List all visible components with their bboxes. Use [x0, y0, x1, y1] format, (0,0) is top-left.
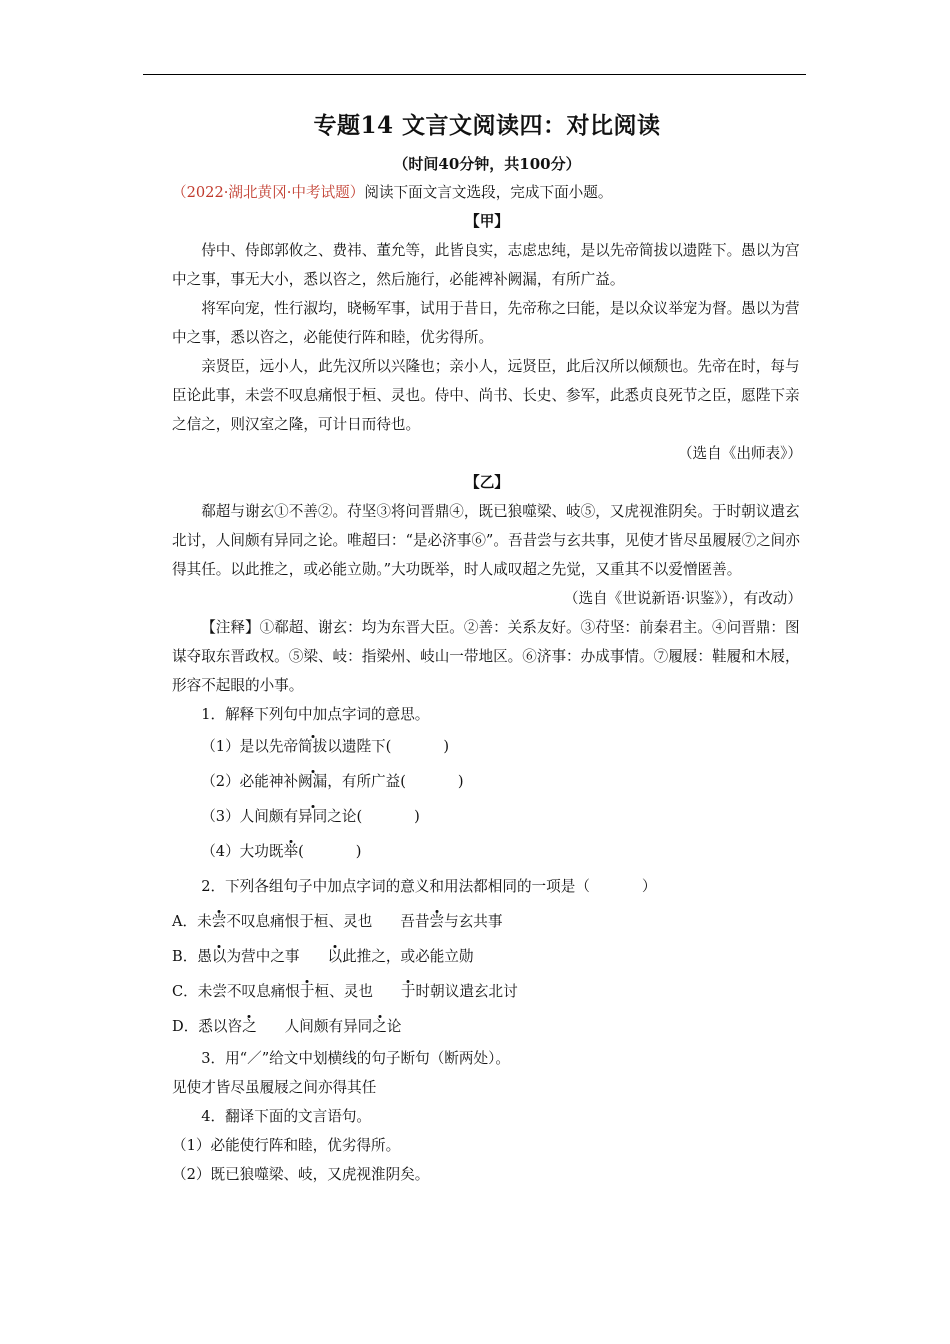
q1-item-text: 以遗陛下( — [327, 738, 392, 755]
question-2-stem — [172, 869, 802, 904]
header-rule — [143, 74, 806, 75]
option-text: 论 — [386, 1018, 402, 1035]
option-dotted-word: 尝 — [429, 913, 445, 930]
option-dotted-word: 之 — [372, 1018, 387, 1035]
option-dotted-word: 之 — [242, 1018, 257, 1035]
q1-item-text: （1）是以先帝 — [201, 738, 299, 755]
option-dotted-word: 于 — [400, 983, 416, 1000]
q1-item-text: 之论( — [327, 808, 363, 825]
option-text: C．未尝不叹息痛恨 — [172, 983, 300, 1000]
passage-b-label: 【乙】 — [465, 474, 509, 491]
question-4-stem: 4．翻译下面的文言语句。 — [201, 1108, 372, 1125]
intro-line — [172, 178, 802, 207]
option-text: 桓、灵也 — [314, 983, 373, 1000]
q1-item-text: （2）必能神补 — [201, 773, 299, 790]
q1-dotted-word: 阙漏 — [298, 773, 328, 790]
question-1-item — [172, 834, 802, 869]
q1-item-close: ) — [457, 773, 464, 790]
time-limit: （时间40分钟，共100分） — [393, 155, 581, 173]
question-3-stem: 3．用“／”给文中划横线的句子断句（断两处）。 — [201, 1050, 510, 1067]
document-page — [172, 110, 802, 1189]
q2-stem-text: 2．下列各组句子中加点字词的意义和用法都相同的一项是（ — [201, 878, 590, 895]
passage-a-source: （选自《出师表》） — [677, 445, 802, 462]
q1-item-text: ( — [298, 843, 304, 860]
option-text: 时朝议遣玄北讨 — [415, 983, 518, 1000]
q1-item-close: ) — [414, 808, 420, 825]
option-text: 不叹息痛恨于桓、灵也 — [226, 913, 373, 930]
notes: 【注释】①郗超、谢玄：均为东晋大臣。②善：关系友好。③苻坚：前秦君主。④问晋鼎：图谋夺取东晋政权。⑤梁、岐：指梁州、岐山一带地区。⑥济事：办成事情。⑦履屐：鞋履和木屐，形容不起眼的小事。 — [172, 619, 800, 694]
q1-item-text: ，有所广益( — [327, 773, 406, 790]
intro-instruction: 阅读下面文言文选段，完成下面小题。 — [364, 184, 613, 201]
question-2-option[interactable] — [172, 939, 802, 974]
option-text: B．愚 — [172, 948, 212, 965]
question-2-option[interactable] — [172, 974, 802, 1009]
option-dotted-word: 尝 — [211, 913, 227, 930]
question-4-item: （1）必能使行阵和睦，优劣得所。 — [172, 1137, 401, 1154]
q1-item-close: ) — [355, 843, 362, 860]
passage-a-label: 【甲】 — [465, 213, 509, 230]
passage-b-paragraph: 郗超与谢玄①不善②。苻坚③将问晋鼎④，既已狼噬梁、岐⑤，又虎视淮阴矣。于时朝议遣玄北讨，人间颇有异同之论。唯超曰：“是必济事⑥”。吾昔尝与玄共事，见使才皆尽虽履屐⑦之间亦得其任。以此推之，或必能立勋。”大功既举，时人咸叹超之先觉，又重其不以爱憎匿善。 — [172, 503, 800, 578]
page-title: 专题14 文言文阅读四：对比阅读 — [313, 112, 661, 139]
passage-a-paragraph: 将军向宠，性行淑均，晓畅军事，试用于昔日，先帝称之曰能，是以众议举宠为督。愚以为营中之事，悉以咨之，必能使行阵和睦，优劣得所。 — [172, 300, 800, 346]
passage-b-source: （选自《世说新语·识鉴》），有改动） — [563, 590, 802, 607]
option-text: 为营中之事 — [226, 948, 300, 965]
question-1-item — [172, 799, 802, 834]
option-dotted-word: 于 — [299, 983, 315, 1000]
question-2-option[interactable] — [172, 1009, 802, 1044]
question-1-item — [172, 729, 802, 764]
q1-item-text: （3）人间颇有 — [201, 808, 299, 825]
intro-source: （2022·湖北黄冈·中考试题） — [172, 184, 365, 201]
question-3-sentence: 见使才皆尽虽履屐之间亦得其任 — [172, 1079, 377, 1096]
q2-stem-close: ） — [641, 878, 657, 895]
q1-dotted-word: 举 — [283, 843, 299, 860]
option-text: D．悉以咨 — [172, 1018, 243, 1035]
q1-dotted-word: 简拔 — [298, 738, 328, 755]
question-4-item: （2）既已狼噬梁、岐，又虎视淮阴矣。 — [172, 1166, 430, 1183]
option-text: A．未 — [172, 913, 212, 930]
option-text: 人间颇有异同 — [284, 1018, 373, 1035]
option-dotted-word: 以 — [327, 948, 343, 965]
question-1-stem: 1．解释下列句中加点字词的意思。 — [201, 706, 430, 723]
q1-item-close: ) — [443, 738, 450, 755]
option-text: 此推之，或必能立勋 — [342, 948, 474, 965]
option-dotted-word: 以 — [211, 948, 227, 965]
passage-a-paragraph: 侍中、侍郎郭攸之、费祎、董允等，此皆良实，志虑忠纯，是以先帝简拔以遗陛下。愚以为宫中之事，事无大小，悉以咨之，然后施行，必能裨补阙漏，有所广益。 — [172, 242, 800, 288]
option-text: 吾昔 — [400, 913, 430, 930]
option-text: 与玄共事 — [444, 913, 503, 930]
passage-a-paragraph: 亲贤臣，远小人，此先汉所以兴隆也；亲小人，远贤臣，此后汉所以倾颓也。先帝在时，每与臣论此事，未尝不叹息痛恨于桓、灵也。侍中、尚书、长史、参军，此悉贞良死节之臣，愿陛下亲之信之，则汉室之隆，可计日而待也。 — [172, 358, 800, 433]
q1-dotted-word: 异同 — [298, 808, 328, 825]
question-1-item — [172, 764, 802, 799]
q1-item-text: （4）大功既 — [201, 843, 284, 860]
question-2-option[interactable] — [172, 904, 802, 939]
